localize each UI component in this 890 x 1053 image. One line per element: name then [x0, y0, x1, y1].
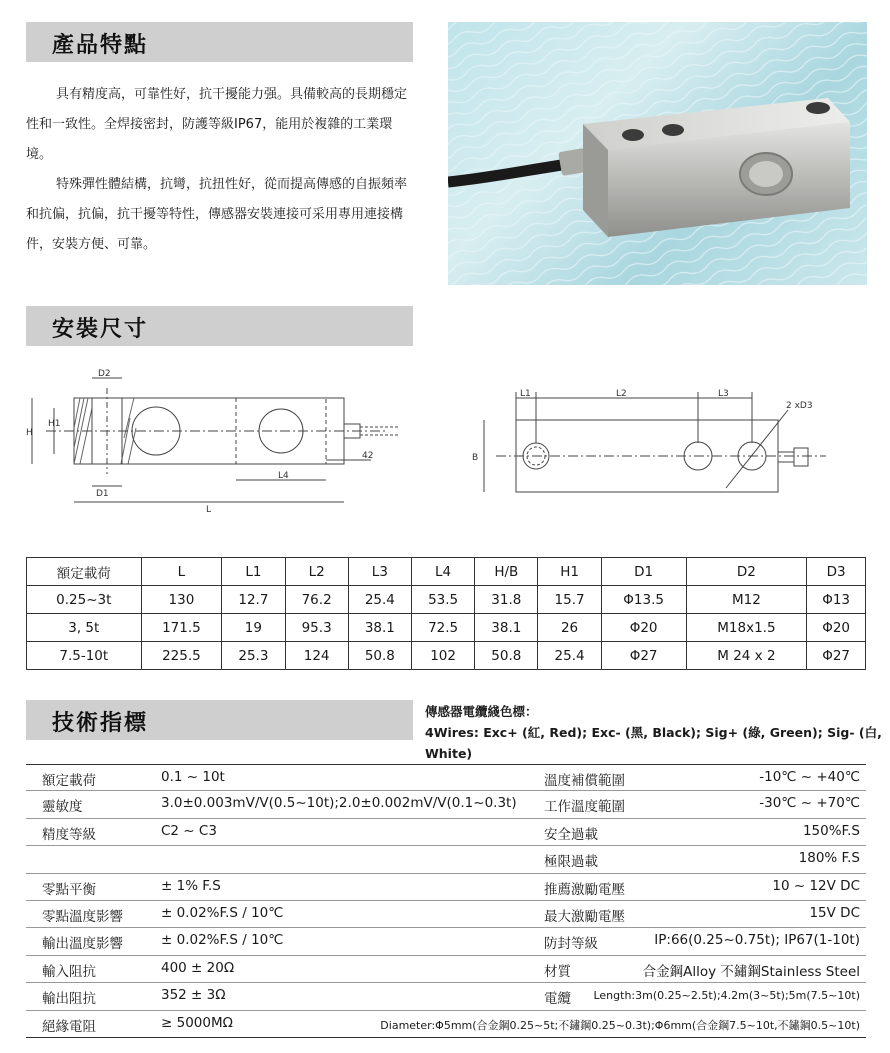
- label-d1: D1: [96, 489, 109, 499]
- wire-color-note: [425, 701, 890, 764]
- table-header-row: [27, 558, 866, 586]
- product-photo: [448, 22, 867, 285]
- top-view: [484, 392, 826, 492]
- table-header: L2: [285, 558, 348, 586]
- spec-label: 極限過載: [544, 854, 598, 871]
- spec-value: ≥ 5000MΩ: [161, 1014, 233, 1031]
- spec-row: [26, 874, 866, 901]
- table-cell: 3, 5t: [27, 614, 142, 642]
- spec-value: ± 1% F.S: [161, 877, 221, 894]
- table-header: L4: [411, 558, 474, 586]
- table-cell: Φ27: [601, 642, 686, 670]
- table-cell: 25.3: [222, 642, 285, 670]
- spec-value: Length:3m(0.25~2.5t);4.2m(3~5t);5m(7.5~10t): [593, 989, 860, 1003]
- spec-value: 352 ± 3Ω: [161, 987, 226, 1004]
- tech-heading-bar: [26, 700, 413, 740]
- label-b: B: [472, 453, 479, 463]
- spec-label: 精度等級: [42, 826, 96, 843]
- table-header: L3: [348, 558, 411, 586]
- spec-label: 電纜: [544, 991, 571, 1008]
- spec-value: 10 ~ 12V DC: [772, 877, 860, 894]
- table-cell: 15.7: [538, 586, 601, 614]
- spec-row: [26, 764, 866, 791]
- table-cell: 19: [222, 614, 285, 642]
- side-view: [32, 378, 398, 502]
- spec-label: 額定載荷: [42, 773, 96, 789]
- label-d2: D2: [98, 369, 111, 379]
- features-heading: 產品特點: [52, 33, 149, 58]
- table-cell: 124: [285, 642, 348, 670]
- table-header: 額定載荷: [27, 558, 142, 586]
- features-text: [26, 80, 418, 260]
- spec-label: 推薦激勵電壓: [544, 881, 625, 898]
- table-cell: 25.4: [538, 642, 601, 670]
- table-header: D2: [686, 558, 807, 586]
- label-l2: L2: [616, 389, 627, 399]
- spec-row: [26, 791, 866, 818]
- spec-value: -10℃ ~ +40℃: [759, 769, 860, 785]
- table-header: H/B: [475, 558, 538, 586]
- table-cell: 50.8: [348, 642, 411, 670]
- table-cell: 72.5: [411, 614, 474, 642]
- spec-label: 溫度補償範圍: [544, 773, 625, 789]
- spec-value: -30℃ ~ +70℃: [759, 795, 860, 812]
- label-l4: L4: [278, 471, 289, 481]
- spec-label: 輸出溫度影響: [42, 936, 123, 953]
- spec-row: [26, 983, 866, 1010]
- table-header: H1: [538, 558, 601, 586]
- table-cell: 31.8: [475, 586, 538, 614]
- spec-value: IP:66(0.25~0.75t); IP67(1-10t): [654, 932, 860, 949]
- table-cell: 26: [538, 614, 601, 642]
- table-row: [27, 586, 866, 614]
- table-cell: M 24 x 2: [686, 642, 807, 670]
- spec-label: 零點溫度影響: [42, 908, 123, 925]
- table-cell: Φ13.5: [601, 586, 686, 614]
- table-cell: 102: [411, 642, 474, 670]
- table-cell: M12: [686, 586, 807, 614]
- spec-row: [26, 1011, 866, 1038]
- table-cell: M18x1.5: [686, 614, 807, 642]
- table-cell: Φ20: [601, 614, 686, 642]
- table-row: [27, 614, 866, 642]
- table-cell: Φ27: [807, 642, 866, 670]
- table-cell: Φ20: [807, 614, 866, 642]
- table-cell: 25.4: [348, 586, 411, 614]
- spec-value: ± 0.02%F.S / 10℃: [161, 932, 284, 949]
- spec-value: 3.0±0.003mV/V(0.5~10t);2.0±0.002mV/V(0.1~0.3t): [161, 795, 517, 812]
- table-header: L: [141, 558, 222, 586]
- table-row: [27, 642, 866, 670]
- dimension-table: [26, 557, 866, 670]
- spec-value: Diameter:Φ5mm(合金鋼0.25~5t;不鏽鋼0.25~0.3t);Φ6mm(合金鋼7.5~10t,不鏽鋼0.5~10t): [380, 1018, 860, 1032]
- table-cell: Φ13: [807, 586, 866, 614]
- load-cell-image: [448, 22, 867, 285]
- spec-value: 150%F.S: [802, 822, 860, 839]
- label-l3: L3: [718, 389, 729, 399]
- spec-value: 180% F.S: [798, 850, 860, 867]
- table-cell: 76.2: [285, 586, 348, 614]
- features-paragraph-1: 具有精度高，可靠性好，抗干擾能力强。具備較高的長期穩定性和一致性。全焊接密封，防護等級IP67，能用於複雜的工業環境。: [26, 87, 408, 162]
- table-cell: 225.5: [141, 642, 222, 670]
- wire-color-text: 4Wires: Exc+ (紅, Red); Exc- (黑, Black); Sig+ (綠, Green); Sig- (白, White): [425, 725, 882, 761]
- spec-value: 400 ± 20Ω: [161, 959, 235, 976]
- spec-label: 零點平衡: [42, 881, 96, 898]
- install-heading: 安裝尺寸: [52, 317, 149, 342]
- spec-row: [26, 846, 866, 873]
- spec-value: 0.1 ~ 10t: [161, 769, 225, 785]
- features-heading-bar: [26, 22, 413, 62]
- table-cell: 7.5-10t: [27, 642, 142, 670]
- spec-label: 絕緣電阻: [42, 1018, 96, 1035]
- spec-label: 最大激勵電壓: [544, 908, 625, 925]
- table-cell: 95.3: [285, 614, 348, 642]
- features-paragraph-2: 特殊彈性體結構，抗彎，抗扭性好，從而提高傳感的自振頻率和抗偏，抗偏，抗干擾等特性，傳感器安裝連接可采用專用連接構件，安裝方便、可靠。: [26, 177, 408, 252]
- table-header: D3: [807, 558, 866, 586]
- spec-label: 材質: [544, 963, 571, 980]
- table-cell: 0.25~3t: [27, 586, 142, 614]
- spec-row: [26, 956, 866, 983]
- table-header: L1: [222, 558, 285, 586]
- spec-label: 輸入阻抗: [42, 963, 96, 980]
- table-cell: 53.5: [411, 586, 474, 614]
- spec-value: 15V DC: [809, 904, 860, 921]
- spec-label: 靈敏度: [42, 799, 83, 816]
- label-h: H: [26, 428, 33, 438]
- spec-label: 工作溫度範圍: [544, 799, 625, 816]
- table-cell: 38.1: [475, 614, 538, 642]
- spec-label: 輸出阻抗: [42, 991, 96, 1008]
- spec-row: [26, 901, 866, 928]
- install-heading-bar: [26, 306, 413, 346]
- label-cable-42: 42: [362, 451, 374, 461]
- label-h1: H1: [48, 419, 61, 429]
- table-cell: 12.7: [222, 586, 285, 614]
- spec-table: [26, 764, 866, 1038]
- table-header: D1: [601, 558, 686, 586]
- spec-value: ± 0.02%F.S / 10℃: [161, 904, 284, 921]
- label-l: L: [206, 505, 212, 515]
- dimension-drawings: [26, 368, 866, 518]
- spec-label: 防封等級: [544, 936, 598, 953]
- spec-value: 合金鋼Alloy 不鏽鋼Stainless Steel: [642, 963, 860, 980]
- wire-color-title: 傳感器電纜綫色標：: [425, 704, 538, 719]
- spec-row: [26, 928, 866, 955]
- table-cell: 50.8: [475, 642, 538, 670]
- spec-value: C2 ~ C3: [161, 822, 217, 839]
- drawing-svg: [26, 368, 866, 518]
- table-cell: 38.1: [348, 614, 411, 642]
- label-d3: 2 xD3: [786, 401, 813, 411]
- table-cell: 130: [141, 586, 222, 614]
- spec-label: 安全過載: [544, 826, 598, 843]
- tech-heading: 技術指標: [52, 711, 149, 736]
- spec-row: [26, 819, 866, 846]
- table-cell: 171.5: [141, 614, 222, 642]
- label-l1: L1: [520, 389, 531, 399]
